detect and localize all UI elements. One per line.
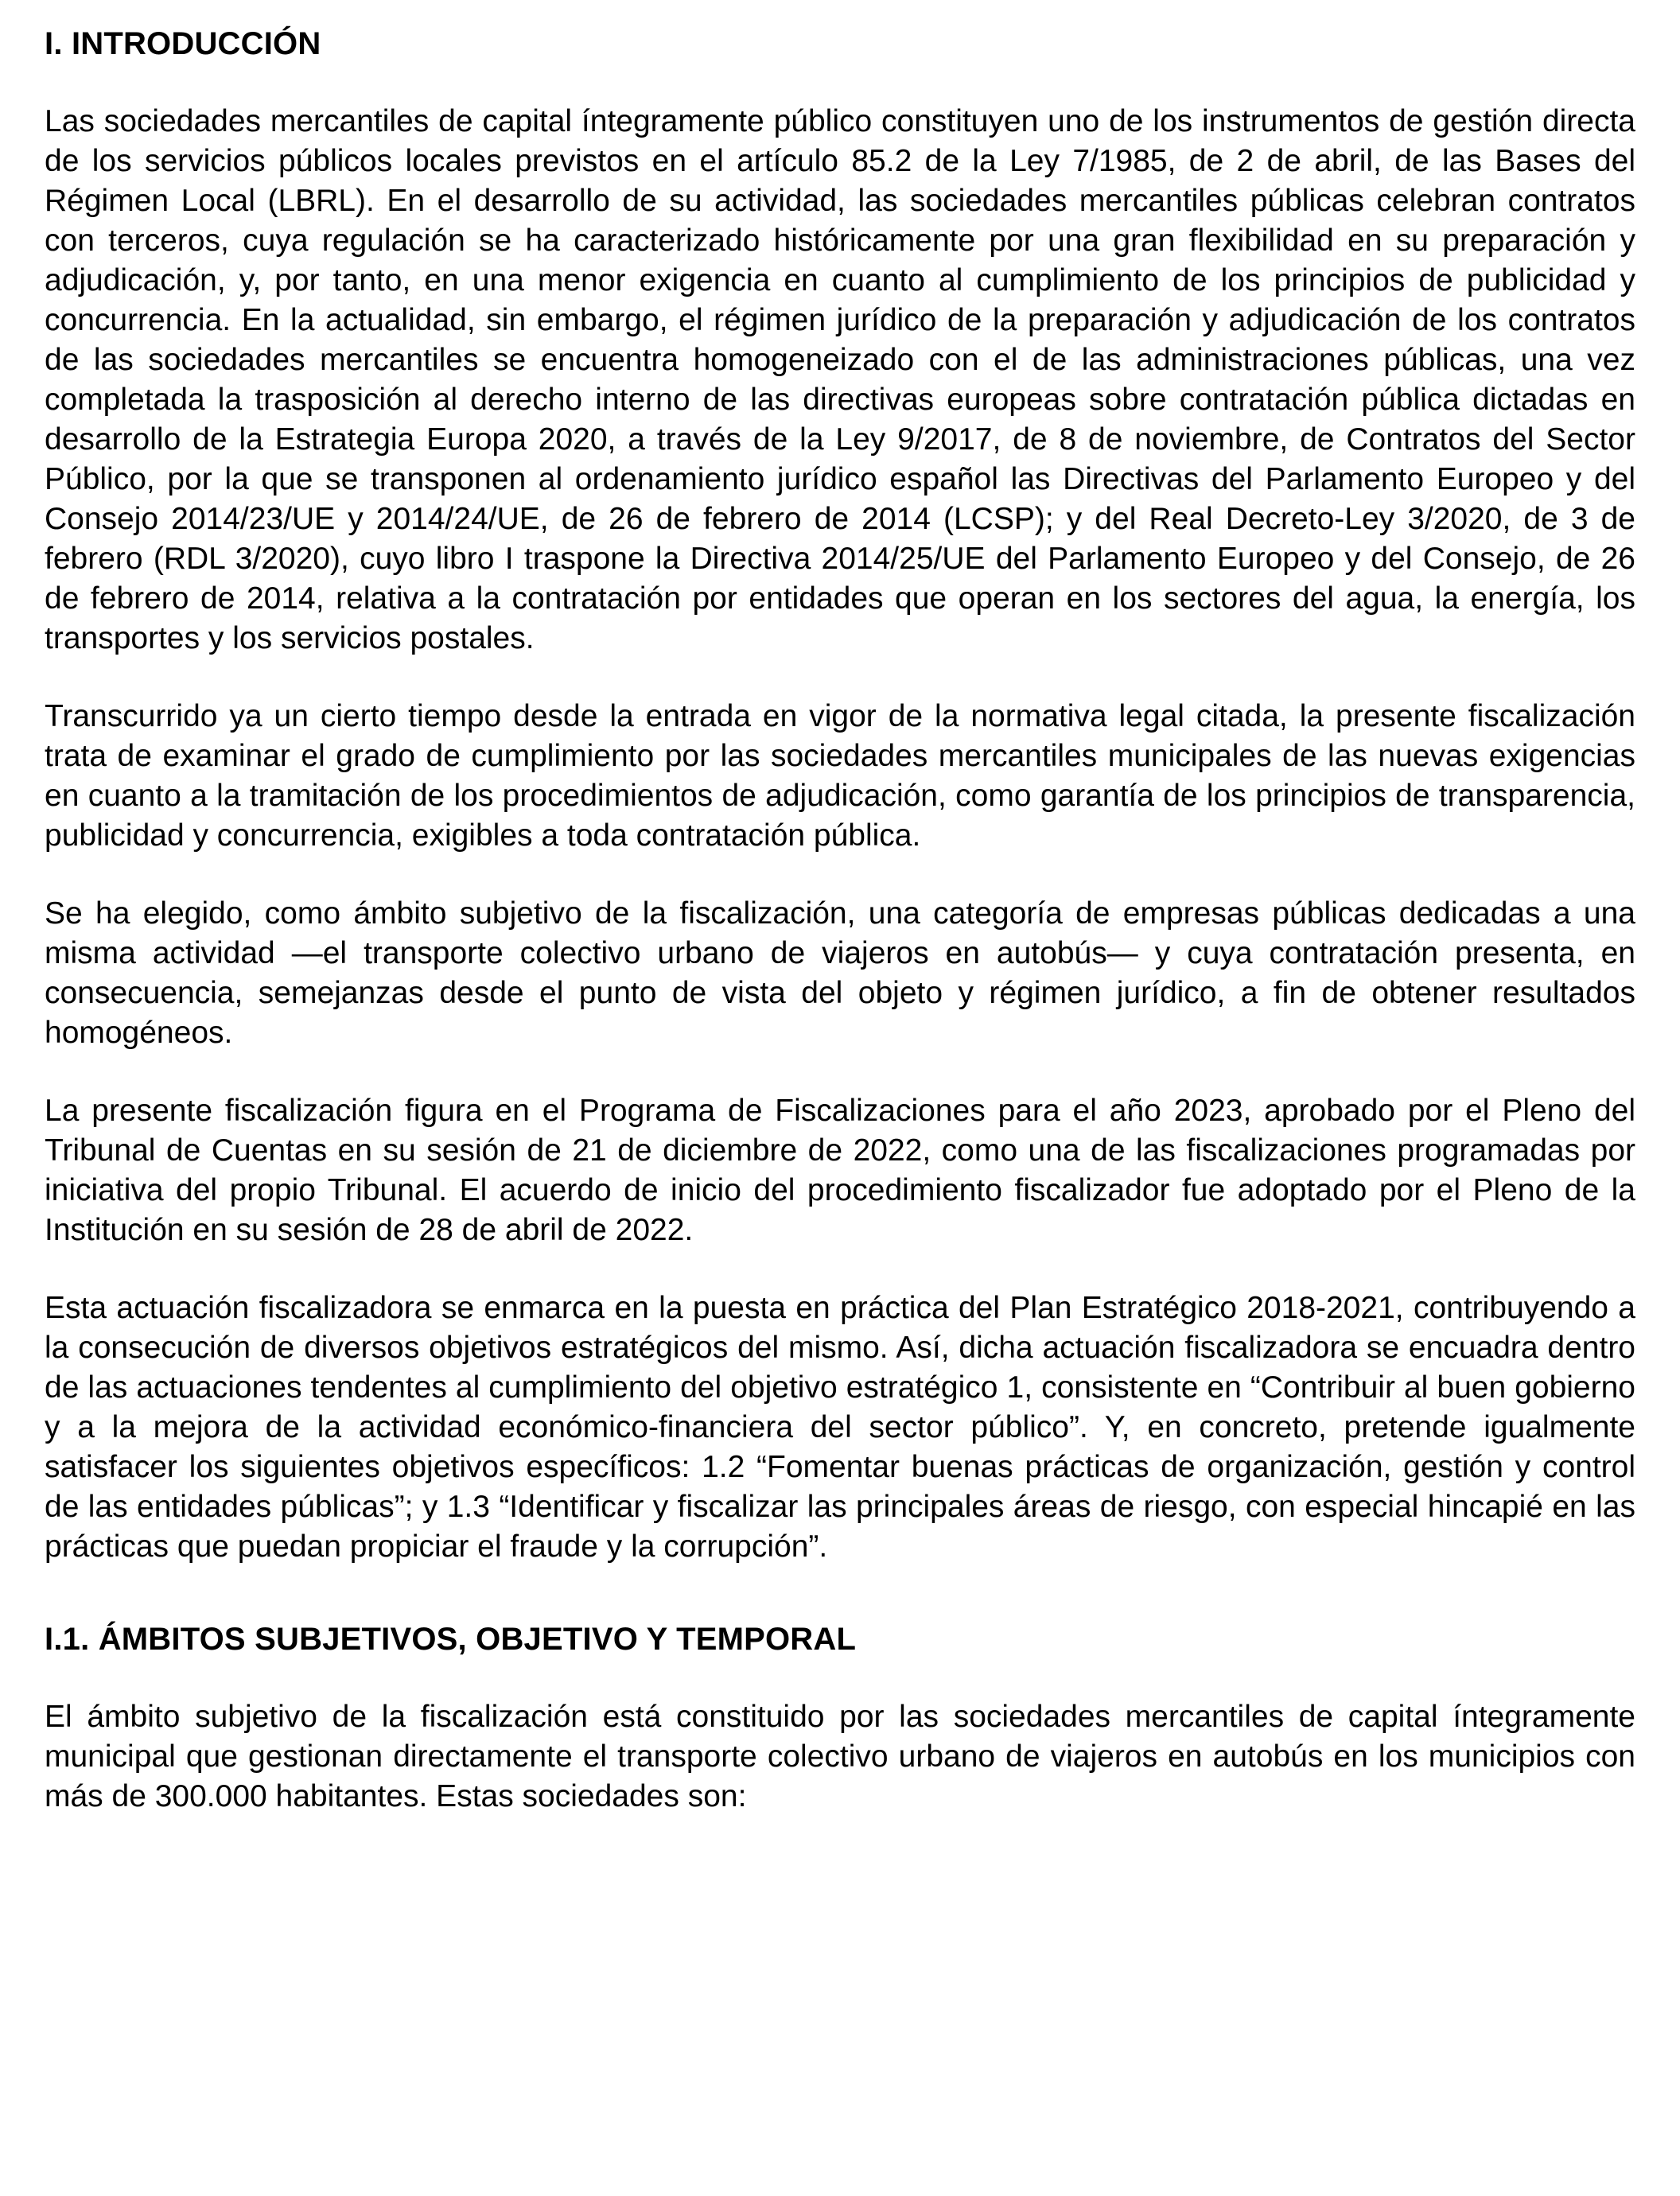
paragraph-intro-3: Se ha elegido, como ámbito subjetivo de la fiscalización, una categoría de empresas públicas dedicadas a una misma actividad —el transporte colectivo urbano de viajeros en autobús— y cuya contratación presenta, en consecuencia, semejanzas desde el punto de vista del objeto y régimen jurídico, a fin de obtener resultados homogéneos. — [45, 896, 1635, 1050]
paragraph-intro-1: Las sociedades mercantiles de capital íntegramente público constituyen uno de los instrumentos de gestión directa de los servicios públicos locales previstos en el artículo 85.2 de la Ley 7/1985, de 2 de abril, de las Bases del Régimen Local (LBRL). En el desarrollo de su actividad, las sociedades mercantiles públicas celebran contratos con terceros, cuya regulación se ha caracterizado históricamente por una gran flexibilidad en su preparación y adjudicación, y, por tanto, en una menor exigencia en cuanto al cumplimiento de los principios de publicidad y concurrencia. En la actualidad, sin embargo, el régimen jurídico de la preparación y adjudicación de los contratos de las sociedades mercantiles se encuentra homogeneizado con el de las administraciones públicas, una vez completada la trasposición al derecho interno de las directivas europeas sobre contratación pública dictadas en desarrollo de la Estrategia Europa 2020, a través de la Ley 9/2017, de 8 de noviembre, de Contratos del Sector Público, por la que se transponen al ordenamiento jurídico español las Directivas del Parlamento Europeo y del Consejo 2014/23/UE y 2014/24/UE, de 26 de febrero de 2014 (LCSP); y del Real Decreto-Ley 3/2020, de 3 de febrero (RDL 3/2020), cuyo libro I traspone la Directiva 2014/25/UE del Parlamento Europeo y del Consejo, de 26 de febrero de 2014, relativa a la contratación por entidades que operan en los sectores del agua, la energía, los transportes y los servicios postales. — [45, 104, 1635, 655]
heading-introduccion: I. INTRODUCCIÓN — [45, 26, 321, 61]
paragraph-ambitos-1: El ámbito subjetivo de la fiscalización está constituido por las sociedades mercantiles de capital íntegramente municipal que gestionan directamente el transporte colectivo urbano de viajeros en autobús en los municipios con más de 300.000 habitantes. Estas sociedades son: — [45, 1700, 1635, 1813]
paragraph-intro-5: Esta actuación fiscalizadora se enmarca en la puesta en práctica del Plan Estratégico 2018-2021, contribuyendo a la consecución de diversos objetivos estratégicos del mismo. Así, dicha actuación fiscalizadora se encuadra dentro de las actuaciones tendentes al cumplimiento del objetivo estratégico 1, consistente en “Contribuir al buen gobierno y a la mejora de la actividad económico-financiera del sector público”. Y, en concreto, pretende igualmente satisfacer los siguientes objetivos específicos: 1.2 “Fomentar buenas prácticas de organización, gestión y control de las entidades públicas”; y 1.3 “Identificar y fiscalizar las principales áreas de riesgo, con especial hincapié en las prácticas que puedan propiciar el fraude y la corrupción”. — [45, 1291, 1635, 1564]
heading-ambitos-subjetivos: I.1. ÁMBITOS SUBJETIVOS, OBJETIVO Y TEMPORAL — [45, 1622, 857, 1657]
paragraph-intro-4: La presente fiscalización figura en el Programa de Fiscalizaciones para el año 2023, aprobado por el Pleno del Tribunal de Cuentas en su sesión de 21 de diciembre de 2022, como una de las fiscalizaciones programadas por iniciativa del propio Tribunal. El acuerdo de inicio del procedimiento fiscalizador fue adoptado por el Pleno de la Institución en su sesión de 28 de abril de 2022. — [45, 1094, 1635, 1247]
paragraph-intro-2: Transcurrido ya un cierto tiempo desde la entrada en vigor de la normativa legal citada, la presente fiscalización trata de examinar el grado de cumplimiento por las sociedades mercantiles municipales de las nuevas exigencias en cuanto a la tramitación de los procedimientos de adjudicación, como garantía de los principios de transparencia, publicidad y concurrencia, exigibles a toda contratación pública. — [45, 699, 1635, 853]
